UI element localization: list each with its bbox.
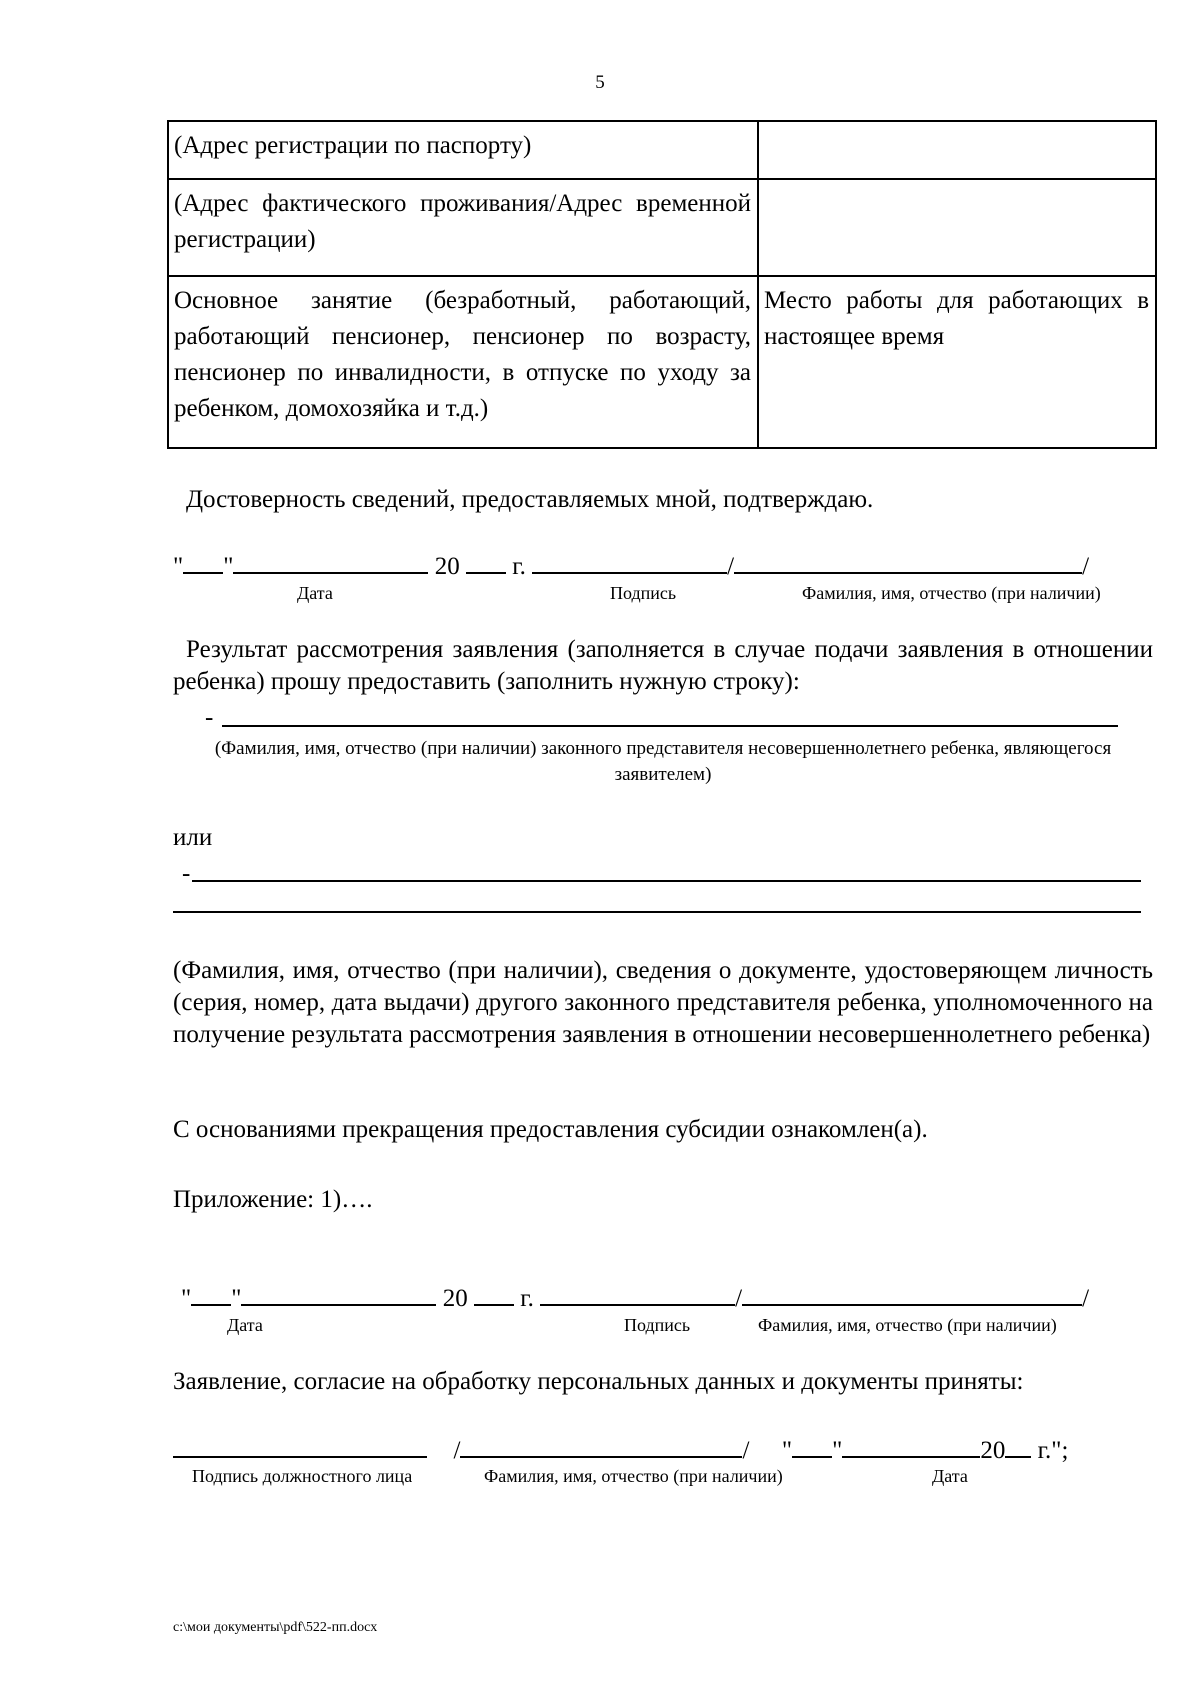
caption-name: Фамилия, имя, отчество (при наличии): [758, 1315, 1057, 1335]
accepted-text: Заявление, согласие на обработку персональных данных и документы приняты:: [173, 1368, 1024, 1395]
caption-name: Фамилия, имя, отчество (при наличии): [484, 1466, 783, 1486]
year-field[interactable]: [466, 548, 506, 574]
other-representative-text: (Фамилия, имя, отчество (при наличии), сведения о документе, удостоверяющем личность (серия, номер, дата выдачи) другого законного представителя ребенка, уполномоченного на получение результата рассмотрения заявления в отношении несовершеннолетнего ребенка): [173, 957, 1153, 1048]
acknowledgement-text: С основаниями прекращения предоставления субсидии ознакомлен(а).: [173, 1116, 928, 1143]
table-cell: Основное занятие (безработный, работающий, работающий пенсионер, пенсионер по возрасту, пенсионер по инвалидности, в отпуске по уходу за ребенком, домохозяйка и т.д.): [168, 276, 758, 448]
name-field[interactable]: [734, 548, 1082, 574]
dash: -: [205, 704, 214, 731]
page-number: 5: [595, 72, 605, 93]
signature-line-2: " " 20 г. / /: [181, 1280, 1089, 1315]
day-field[interactable]: [183, 548, 223, 574]
caption-date: Дата: [227, 1315, 263, 1335]
confirmation-text: Достоверность сведений, предоставляемых мной, подтверждаю.: [186, 486, 874, 513]
table-row: [168, 179, 1156, 276]
representative-caption: (Фамилия, имя, отчество (при наличии) законного представителя несовершеннолетнего ребенка, являющегося заявителем): [214, 738, 1112, 785]
official-signature-line: / / " " 20 г.";: [173, 1432, 1068, 1467]
month-field[interactable]: [233, 548, 428, 574]
footer-path: c:\мои документы\pdf\522-пп.docx: [173, 1620, 378, 1635]
dash: -: [182, 860, 191, 887]
day-field[interactable]: [191, 1280, 231, 1306]
attachment-text: Приложение: 1)….: [173, 1186, 373, 1213]
official-signature-field[interactable]: [173, 1432, 427, 1458]
official-name-field[interactable]: [460, 1432, 742, 1458]
table-cell: (Адрес регистрации по паспорту): [168, 121, 758, 179]
signature-field[interactable]: [532, 548, 727, 574]
result-text: Результат рассмотрения заявления (заполняется в случае подачи заявления в отношении ребенка) прошу предоставить (заполнить нужную строку):: [173, 636, 1153, 695]
info-table: [167, 120, 1157, 449]
table-cell: Место работы для работающих в настоящее время: [758, 276, 1156, 448]
name-field[interactable]: [742, 1280, 1082, 1306]
table-row: [168, 276, 1156, 448]
table-cell: (Адрес фактического проживания/Адрес временной регистрации): [168, 179, 758, 276]
table-cell[interactable]: [758, 179, 1156, 276]
year-field[interactable]: [1005, 1432, 1031, 1458]
caption-date: Дата: [932, 1466, 968, 1486]
caption-signature: Подпись: [610, 583, 677, 603]
other-representative-line-1[interactable]: [192, 880, 1141, 882]
day-field[interactable]: [792, 1432, 832, 1458]
table-cell[interactable]: [758, 121, 1156, 179]
table-row: [168, 121, 1156, 179]
representative-line[interactable]: [222, 725, 1118, 727]
other-representative-line-2[interactable]: [173, 911, 1141, 913]
month-field[interactable]: [842, 1432, 980, 1458]
caption-signature: Подпись: [624, 1315, 691, 1335]
year-field[interactable]: [474, 1280, 514, 1306]
caption-official: Подпись должностного лица: [192, 1466, 413, 1486]
caption-name: Фамилия, имя, отчество (при наличии): [802, 583, 1101, 603]
caption-date: Дата: [297, 583, 333, 603]
signature-field[interactable]: [540, 1280, 735, 1306]
month-field[interactable]: [241, 1280, 436, 1306]
or-text: или: [173, 824, 213, 851]
signature-line-1: " " 20 г. / /: [173, 548, 1089, 583]
